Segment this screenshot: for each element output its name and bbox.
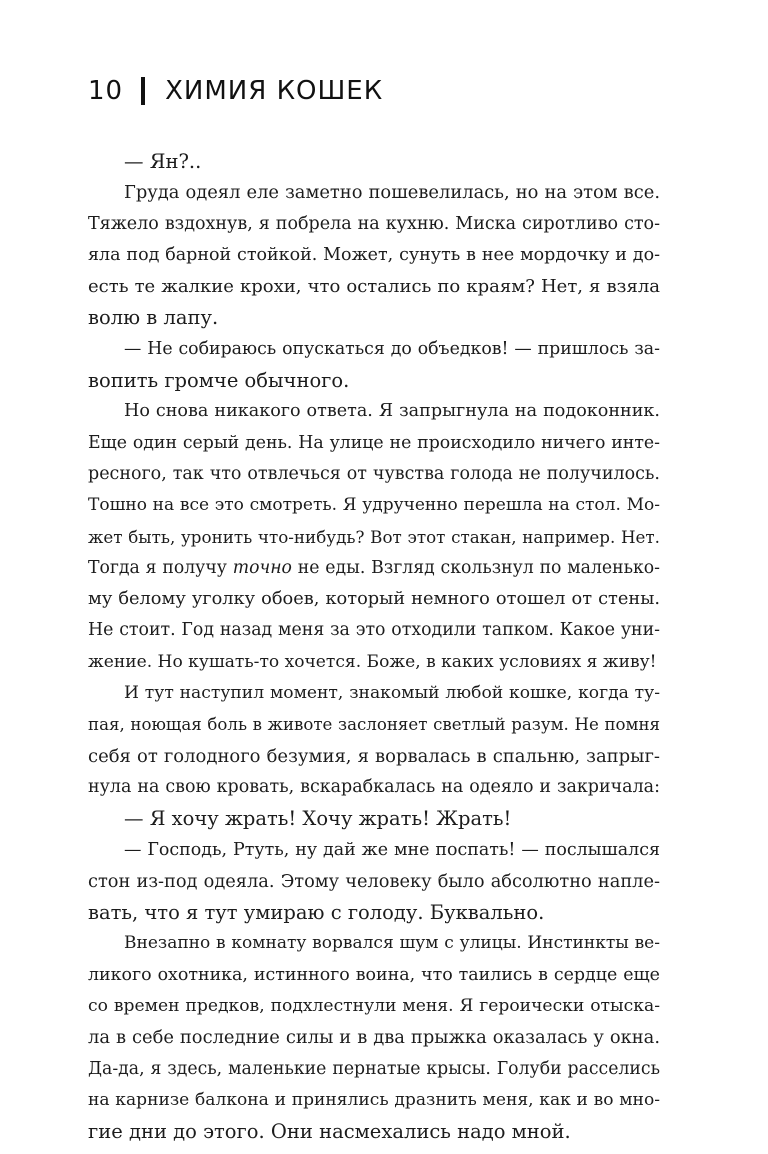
text-line: ликого охотника, истинного воина, что таились в сердце еще	[88, 964, 660, 985]
text-line: жение. Но кушать-то хочется. Боже, в каких условиях я живу!	[88, 651, 657, 672]
text-line: ла в себе последние силы и в два прыжка оказалась у окна.	[88, 1027, 660, 1049]
running-title: ХИМИЯ КОШЕК	[165, 76, 384, 106]
text-line: Тяжело вздохнув, я побрела на кухню. Миска сиротливо сто-	[88, 213, 660, 234]
text-line: — Не собираюсь опускаться до объедков! — пришлось за-	[124, 338, 660, 359]
text-line: нула на свою кровать, вскарабкалась на одеяло и закричала:	[88, 776, 660, 797]
text-line: Да-да, я здесь, маленькие пернатые крысы. Голуби расселись	[88, 1058, 660, 1079]
text-line: стон из-под одеяла. Этому человеку было абсолютно напле-	[88, 870, 660, 892]
body-text	[88, 146, 660, 1148]
text-fragment: не еды. Взгляд скользнул по маленько-	[297, 557, 661, 578]
text-line: со времен предков, подхлестнули меня. Я героически отыска-	[88, 996, 660, 1017]
text-line: — Ян?..	[124, 150, 202, 173]
text-line: себя от голодного безумия, я ворвалась в спальню, запрыг-	[88, 745, 660, 767]
text-line: Внезапно в комнату ворвался шум с улицы. Инстинкты ве-	[124, 933, 660, 954]
text-line: яла под барной стойкой. Может, сунуть в нее мордочку и до-	[88, 244, 660, 265]
text-line: вать, что я тут умираю с голоду. Буквально.	[88, 901, 545, 925]
text-line: жет быть, уронить что-нибудь? Вот этот стакан, например. Нет.	[88, 526, 660, 547]
text-line: му белому уголку обоев, который немного отошел от стены.	[88, 589, 660, 610]
text-line: есть те жалкие крохи, что остались по краям? Нет, я взяла	[88, 276, 660, 298]
text-line: на карнизе балкона и принялись дразнить меня, как и во мно-	[88, 1089, 660, 1110]
text-line: гие дни до этого. Они насмехались надо мной.	[88, 1120, 571, 1144]
text-line: Груда одеял еле заметно пошевелилась, но на этом все.	[124, 182, 660, 204]
emphasis-text: точно	[232, 557, 292, 578]
text-line: Еще один серый день. На улице не происходило ничего инте-	[88, 432, 660, 453]
text-line: пая, ноющая боль в животе заслоняет светлый разум. Не помня	[88, 715, 660, 735]
text-line: — Господь, Ртуть, ну дай же мне поспать! — послышался	[124, 839, 660, 860]
text-line: И тут наступил момент, знакомый любой кошке, когда ту-	[124, 683, 660, 704]
text-line: Не стоит. Год назад меня за это отходили тапком. Какое уни-	[88, 620, 660, 641]
running-header	[88, 76, 383, 106]
header-divider	[141, 77, 145, 105]
text-line: волю в лапу.	[88, 306, 219, 330]
text-line: вопить громче обычного.	[88, 369, 350, 393]
text-fragment: Тогда я получу	[88, 557, 227, 578]
text-line: Тошно на все это смотреть. Я удрученно перешла на стол. Мо-	[88, 495, 660, 516]
text-line: — Я хочу жрать! Хочу жрать! Жрать!	[124, 807, 512, 831]
text-line: ресного, так что отвлечься от чувства голода не получилось.	[88, 463, 660, 484]
page-number: 10	[88, 76, 124, 106]
text-line: Но снова никакого ответа. Я запрыгнула на подоконник.	[124, 401, 660, 422]
text-line	[88, 553, 660, 584]
